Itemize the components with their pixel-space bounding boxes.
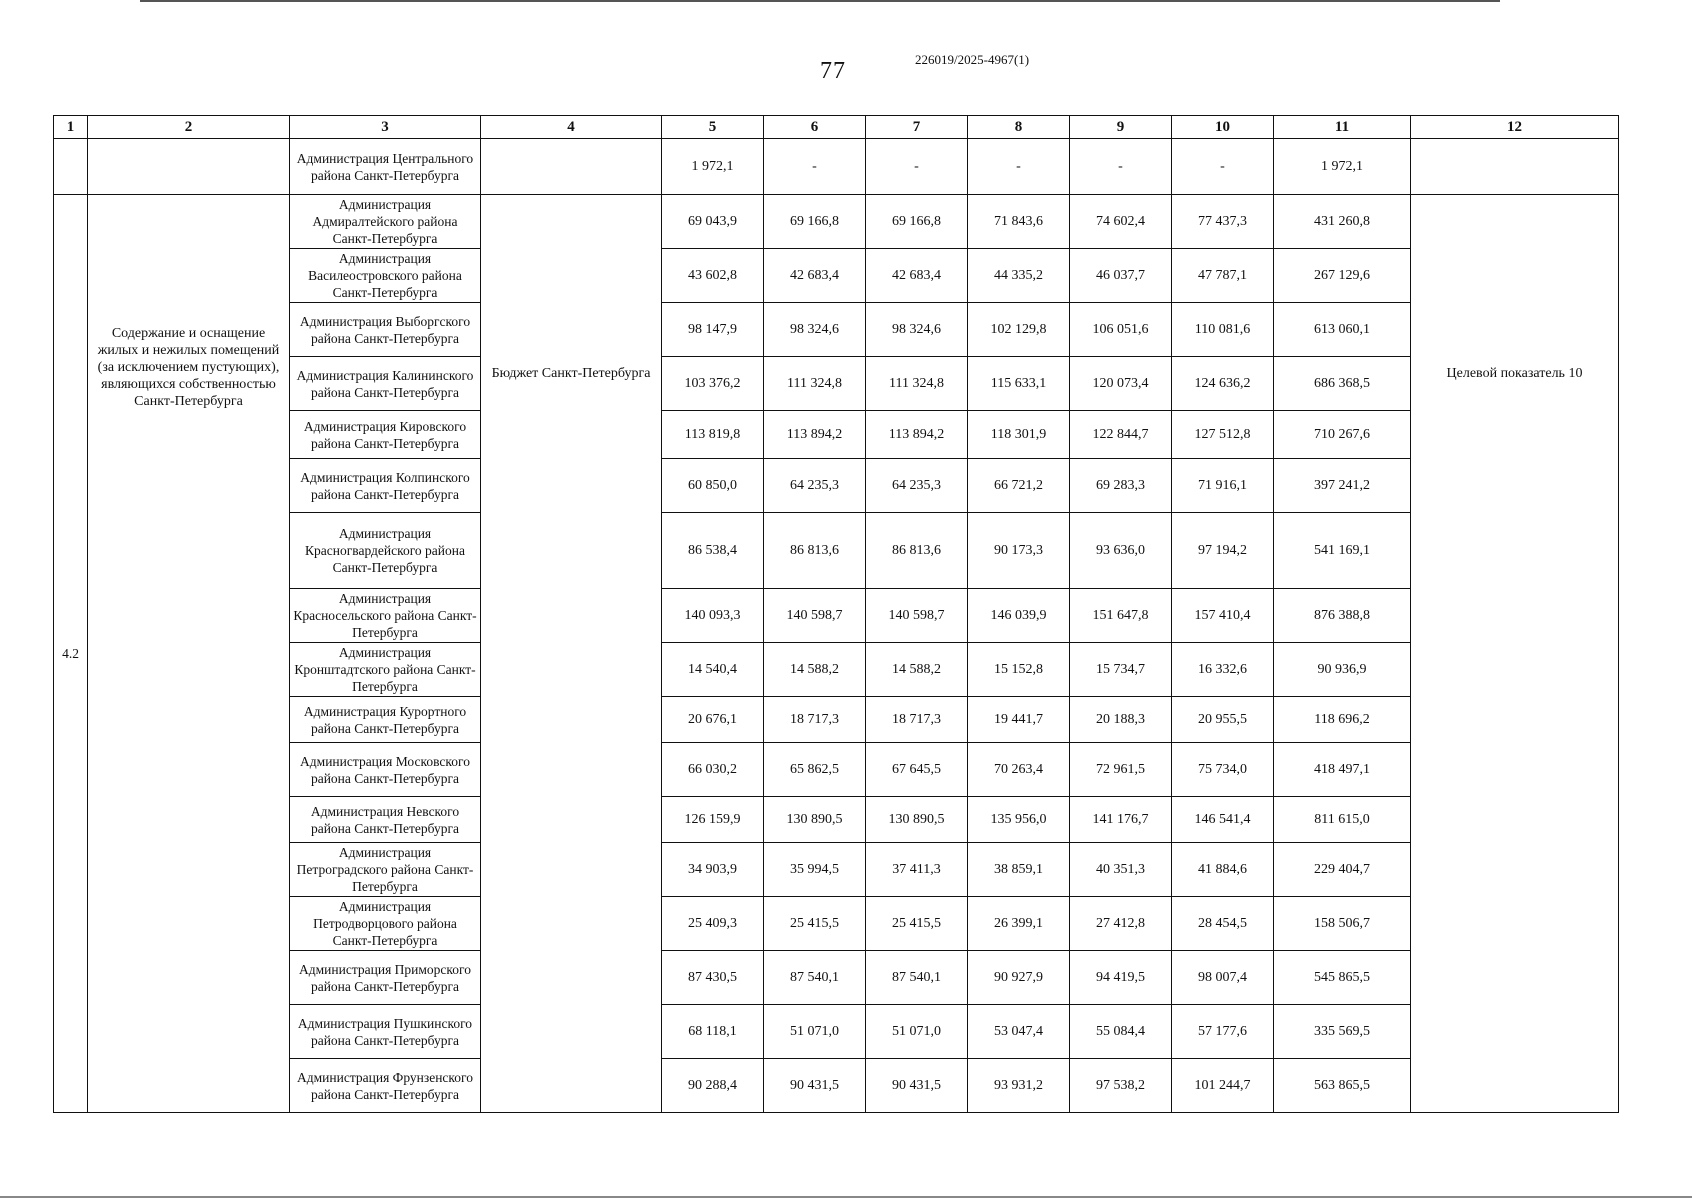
value-cell: 16 332,6 bbox=[1172, 643, 1274, 697]
total-cell: 397 241,2 bbox=[1274, 459, 1411, 513]
value-cell: 15 152,8 bbox=[968, 643, 1070, 697]
total-cell: 613 060,1 bbox=[1274, 303, 1411, 357]
value-cell: 127 512,8 bbox=[1172, 411, 1274, 459]
value-cell: 57 177,6 bbox=[1172, 1005, 1274, 1059]
column-header: 8 bbox=[968, 116, 1070, 139]
value-cell: 86 813,6 bbox=[866, 513, 968, 589]
value-cell: 87 540,1 bbox=[866, 951, 968, 1005]
value-cell: 106 051,6 bbox=[1070, 303, 1172, 357]
page-number: 77 bbox=[820, 58, 846, 84]
administration-cell: Администрация Выборгского района Санкт-Петербурга bbox=[290, 303, 481, 357]
value-cell: 1 972,1 bbox=[662, 139, 764, 195]
value-cell: 93 931,2 bbox=[968, 1059, 1070, 1113]
value-cell: 110 081,6 bbox=[1172, 303, 1274, 357]
value-cell: 42 683,4 bbox=[764, 249, 866, 303]
value-cell: 157 410,4 bbox=[1172, 589, 1274, 643]
value-cell: 27 412,8 bbox=[1070, 897, 1172, 951]
value-cell: 38 859,1 bbox=[968, 843, 1070, 897]
total-cell: 90 936,9 bbox=[1274, 643, 1411, 697]
column-header: 6 bbox=[764, 116, 866, 139]
total-cell: 267 129,6 bbox=[1274, 249, 1411, 303]
column-header: 4 bbox=[481, 116, 662, 139]
value-cell: 130 890,5 bbox=[866, 797, 968, 843]
value-cell: 20 188,3 bbox=[1070, 697, 1172, 743]
administration-cell: Администрация Приморского района Санкт-Петербурга bbox=[290, 951, 481, 1005]
administration-cell: Администрация Фрунзенского района Санкт-Петербурга bbox=[290, 1059, 481, 1113]
value-cell: 69 166,8 bbox=[866, 195, 968, 249]
value-cell: 113 894,2 bbox=[866, 411, 968, 459]
value-cell: 111 324,8 bbox=[866, 357, 968, 411]
total-cell: 811 615,0 bbox=[1274, 797, 1411, 843]
source-cell: Бюджет Санкт-Петербурга bbox=[481, 195, 662, 1113]
value-cell: 98 007,4 bbox=[1172, 951, 1274, 1005]
value-cell: 98 324,6 bbox=[866, 303, 968, 357]
value-cell: 77 437,3 bbox=[1172, 195, 1274, 249]
total-cell: 1 972,1 bbox=[1274, 139, 1411, 195]
description-cell bbox=[88, 139, 290, 195]
value-cell: 14 588,2 bbox=[866, 643, 968, 697]
administration-cell: Администрация Московского района Санкт-Петербурга bbox=[290, 743, 481, 797]
value-cell: 64 235,3 bbox=[764, 459, 866, 513]
header-row bbox=[54, 116, 1619, 139]
value-cell: 87 430,5 bbox=[662, 951, 764, 1005]
value-cell: 67 645,5 bbox=[866, 743, 968, 797]
column-header: 7 bbox=[866, 116, 968, 139]
value-cell: 130 890,5 bbox=[764, 797, 866, 843]
value-cell: 97 194,2 bbox=[1172, 513, 1274, 589]
value-cell: 18 717,3 bbox=[866, 697, 968, 743]
value-cell: 141 176,7 bbox=[1070, 797, 1172, 843]
administration-cell: Администрация Красносельского района Санкт-Петербурга bbox=[290, 589, 481, 643]
administration-cell: Администрация Василеостровского района Санкт-Петербурга bbox=[290, 249, 481, 303]
value-cell: - bbox=[866, 139, 968, 195]
bottom-rule bbox=[0, 1196, 1692, 1198]
value-cell: 98 324,6 bbox=[764, 303, 866, 357]
administration-cell: Администрация Петроградского района Санкт-Петербурга bbox=[290, 843, 481, 897]
value-cell: 113 894,2 bbox=[764, 411, 866, 459]
total-cell: 686 368,5 bbox=[1274, 357, 1411, 411]
administration-cell: Администрация Центрального района Санкт-Петербурга bbox=[290, 139, 481, 195]
value-cell: 41 884,6 bbox=[1172, 843, 1274, 897]
administration-cell: Администрация Пушкинского района Санкт-Петербурга bbox=[290, 1005, 481, 1059]
value-cell: 74 602,4 bbox=[1070, 195, 1172, 249]
administration-cell: Администрация Колпинского района Санкт-Петербурга bbox=[290, 459, 481, 513]
indicator-cell: Целевой показатель 10 bbox=[1411, 195, 1619, 1113]
administration-cell: Администрация Кировского района Санкт-Петербурга bbox=[290, 411, 481, 459]
table-row bbox=[54, 195, 1619, 249]
row-number-cell: 4.2 bbox=[54, 195, 88, 1113]
column-header: 1 bbox=[54, 116, 88, 139]
value-cell: 46 037,7 bbox=[1070, 249, 1172, 303]
administration-cell: Администрация Невского района Санкт-Петербурга bbox=[290, 797, 481, 843]
value-cell: 122 844,7 bbox=[1070, 411, 1172, 459]
indicator-cell bbox=[1411, 139, 1619, 195]
value-cell: 15 734,7 bbox=[1070, 643, 1172, 697]
total-cell: 229 404,7 bbox=[1274, 843, 1411, 897]
budget-table bbox=[53, 115, 1619, 1113]
total-cell: 876 388,8 bbox=[1274, 589, 1411, 643]
total-cell: 418 497,1 bbox=[1274, 743, 1411, 797]
value-cell: 14 588,2 bbox=[764, 643, 866, 697]
value-cell: - bbox=[1172, 139, 1274, 195]
value-cell: 68 118,1 bbox=[662, 1005, 764, 1059]
value-cell: 20 955,5 bbox=[1172, 697, 1274, 743]
value-cell: 135 956,0 bbox=[968, 797, 1070, 843]
value-cell: 43 602,8 bbox=[662, 249, 764, 303]
value-cell: 65 862,5 bbox=[764, 743, 866, 797]
value-cell: 140 093,3 bbox=[662, 589, 764, 643]
value-cell: 151 647,8 bbox=[1070, 589, 1172, 643]
top-rule bbox=[140, 0, 1500, 2]
value-cell: 90 927,9 bbox=[968, 951, 1070, 1005]
total-cell: 710 267,6 bbox=[1274, 411, 1411, 459]
value-cell: 71 916,1 bbox=[1172, 459, 1274, 513]
value-cell: 53 047,4 bbox=[968, 1005, 1070, 1059]
value-cell: 34 903,9 bbox=[662, 843, 764, 897]
value-cell: 103 376,2 bbox=[662, 357, 764, 411]
value-cell: 102 129,8 bbox=[968, 303, 1070, 357]
value-cell: - bbox=[1070, 139, 1172, 195]
value-cell: 66 721,2 bbox=[968, 459, 1070, 513]
value-cell: 140 598,7 bbox=[866, 589, 968, 643]
total-cell: 541 169,1 bbox=[1274, 513, 1411, 589]
value-cell: 101 244,7 bbox=[1172, 1059, 1274, 1113]
column-header: 3 bbox=[290, 116, 481, 139]
value-cell: 47 787,1 bbox=[1172, 249, 1274, 303]
value-cell: 64 235,3 bbox=[866, 459, 968, 513]
value-cell: 118 301,9 bbox=[968, 411, 1070, 459]
table-row bbox=[54, 139, 1619, 195]
value-cell: 90 431,5 bbox=[764, 1059, 866, 1113]
administration-cell: Администрация Красногвардейского района Санкт-Петербурга bbox=[290, 513, 481, 589]
administration-cell: Администрация Курортного района Санкт-Петербурга bbox=[290, 697, 481, 743]
value-cell: 51 071,0 bbox=[866, 1005, 968, 1059]
value-cell: 28 454,5 bbox=[1172, 897, 1274, 951]
document-number: 226019/2025-4967(1) bbox=[915, 52, 1030, 67]
value-cell: 90 288,4 bbox=[662, 1059, 764, 1113]
value-cell: 70 263,4 bbox=[968, 743, 1070, 797]
column-header: 10 bbox=[1172, 116, 1274, 139]
value-cell: 113 819,8 bbox=[662, 411, 764, 459]
value-cell: 69 043,9 bbox=[662, 195, 764, 249]
value-cell: 55 084,4 bbox=[1070, 1005, 1172, 1059]
value-cell: 126 159,9 bbox=[662, 797, 764, 843]
administration-cell: Администрация Петродворцового района Санкт-Петербурга bbox=[290, 897, 481, 951]
value-cell: 90 173,3 bbox=[968, 513, 1070, 589]
total-cell: 158 506,7 bbox=[1274, 897, 1411, 951]
total-cell: 545 865,5 bbox=[1274, 951, 1411, 1005]
column-header: 2 bbox=[88, 116, 290, 139]
total-cell: 335 569,5 bbox=[1274, 1005, 1411, 1059]
value-cell: 75 734,0 bbox=[1172, 743, 1274, 797]
value-cell: 86 813,6 bbox=[764, 513, 866, 589]
value-cell: - bbox=[968, 139, 1070, 195]
value-cell: 51 071,0 bbox=[764, 1005, 866, 1059]
value-cell: 94 419,5 bbox=[1070, 951, 1172, 1005]
value-cell: 146 541,4 bbox=[1172, 797, 1274, 843]
value-cell: 25 415,5 bbox=[866, 897, 968, 951]
value-cell: 86 538,4 bbox=[662, 513, 764, 589]
total-cell: 563 865,5 bbox=[1274, 1059, 1411, 1113]
value-cell: 60 850,0 bbox=[662, 459, 764, 513]
column-header: 11 bbox=[1274, 116, 1411, 139]
value-cell: 120 073,4 bbox=[1070, 357, 1172, 411]
source-cell bbox=[481, 139, 662, 195]
value-cell: 69 283,3 bbox=[1070, 459, 1172, 513]
column-header: 5 bbox=[662, 116, 764, 139]
value-cell: 87 540,1 bbox=[764, 951, 866, 1005]
value-cell: 111 324,8 bbox=[764, 357, 866, 411]
value-cell: 90 431,5 bbox=[866, 1059, 968, 1113]
value-cell: 44 335,2 bbox=[968, 249, 1070, 303]
value-cell: 35 994,5 bbox=[764, 843, 866, 897]
table-body bbox=[54, 116, 1619, 1113]
value-cell: 40 351,3 bbox=[1070, 843, 1172, 897]
value-cell: 93 636,0 bbox=[1070, 513, 1172, 589]
value-cell: 98 147,9 bbox=[662, 303, 764, 357]
value-cell: 140 598,7 bbox=[764, 589, 866, 643]
value-cell: 146 039,9 bbox=[968, 589, 1070, 643]
column-header: 9 bbox=[1070, 116, 1172, 139]
value-cell: 20 676,1 bbox=[662, 697, 764, 743]
value-cell: 37 411,3 bbox=[866, 843, 968, 897]
row-number-cell bbox=[54, 139, 88, 195]
total-cell: 118 696,2 bbox=[1274, 697, 1411, 743]
description-cell: Содержание и оснащение жилых и нежилых помещений (за исключением пустующих), являющихся собственностью Санкт-Петербурга bbox=[88, 195, 290, 1113]
value-cell: 14 540,4 bbox=[662, 643, 764, 697]
administration-cell: Администрация Адмиралтейского района Санкт-Петербурга bbox=[290, 195, 481, 249]
value-cell: 115 633,1 bbox=[968, 357, 1070, 411]
administration-cell: Администрация Кронштадтского района Санкт-Петербурга bbox=[290, 643, 481, 697]
value-cell: 25 409,3 bbox=[662, 897, 764, 951]
value-cell: 71 843,6 bbox=[968, 195, 1070, 249]
value-cell: - bbox=[764, 139, 866, 195]
value-cell: 18 717,3 bbox=[764, 697, 866, 743]
total-cell: 431 260,8 bbox=[1274, 195, 1411, 249]
value-cell: 69 166,8 bbox=[764, 195, 866, 249]
value-cell: 124 636,2 bbox=[1172, 357, 1274, 411]
value-cell: 66 030,2 bbox=[662, 743, 764, 797]
administration-cell: Администрация Калининского района Санкт-Петербурга bbox=[290, 357, 481, 411]
value-cell: 19 441,7 bbox=[968, 697, 1070, 743]
value-cell: 72 961,5 bbox=[1070, 743, 1172, 797]
value-cell: 26 399,1 bbox=[968, 897, 1070, 951]
column-header: 12 bbox=[1411, 116, 1619, 139]
value-cell: 97 538,2 bbox=[1070, 1059, 1172, 1113]
value-cell: 42 683,4 bbox=[866, 249, 968, 303]
value-cell: 25 415,5 bbox=[764, 897, 866, 951]
